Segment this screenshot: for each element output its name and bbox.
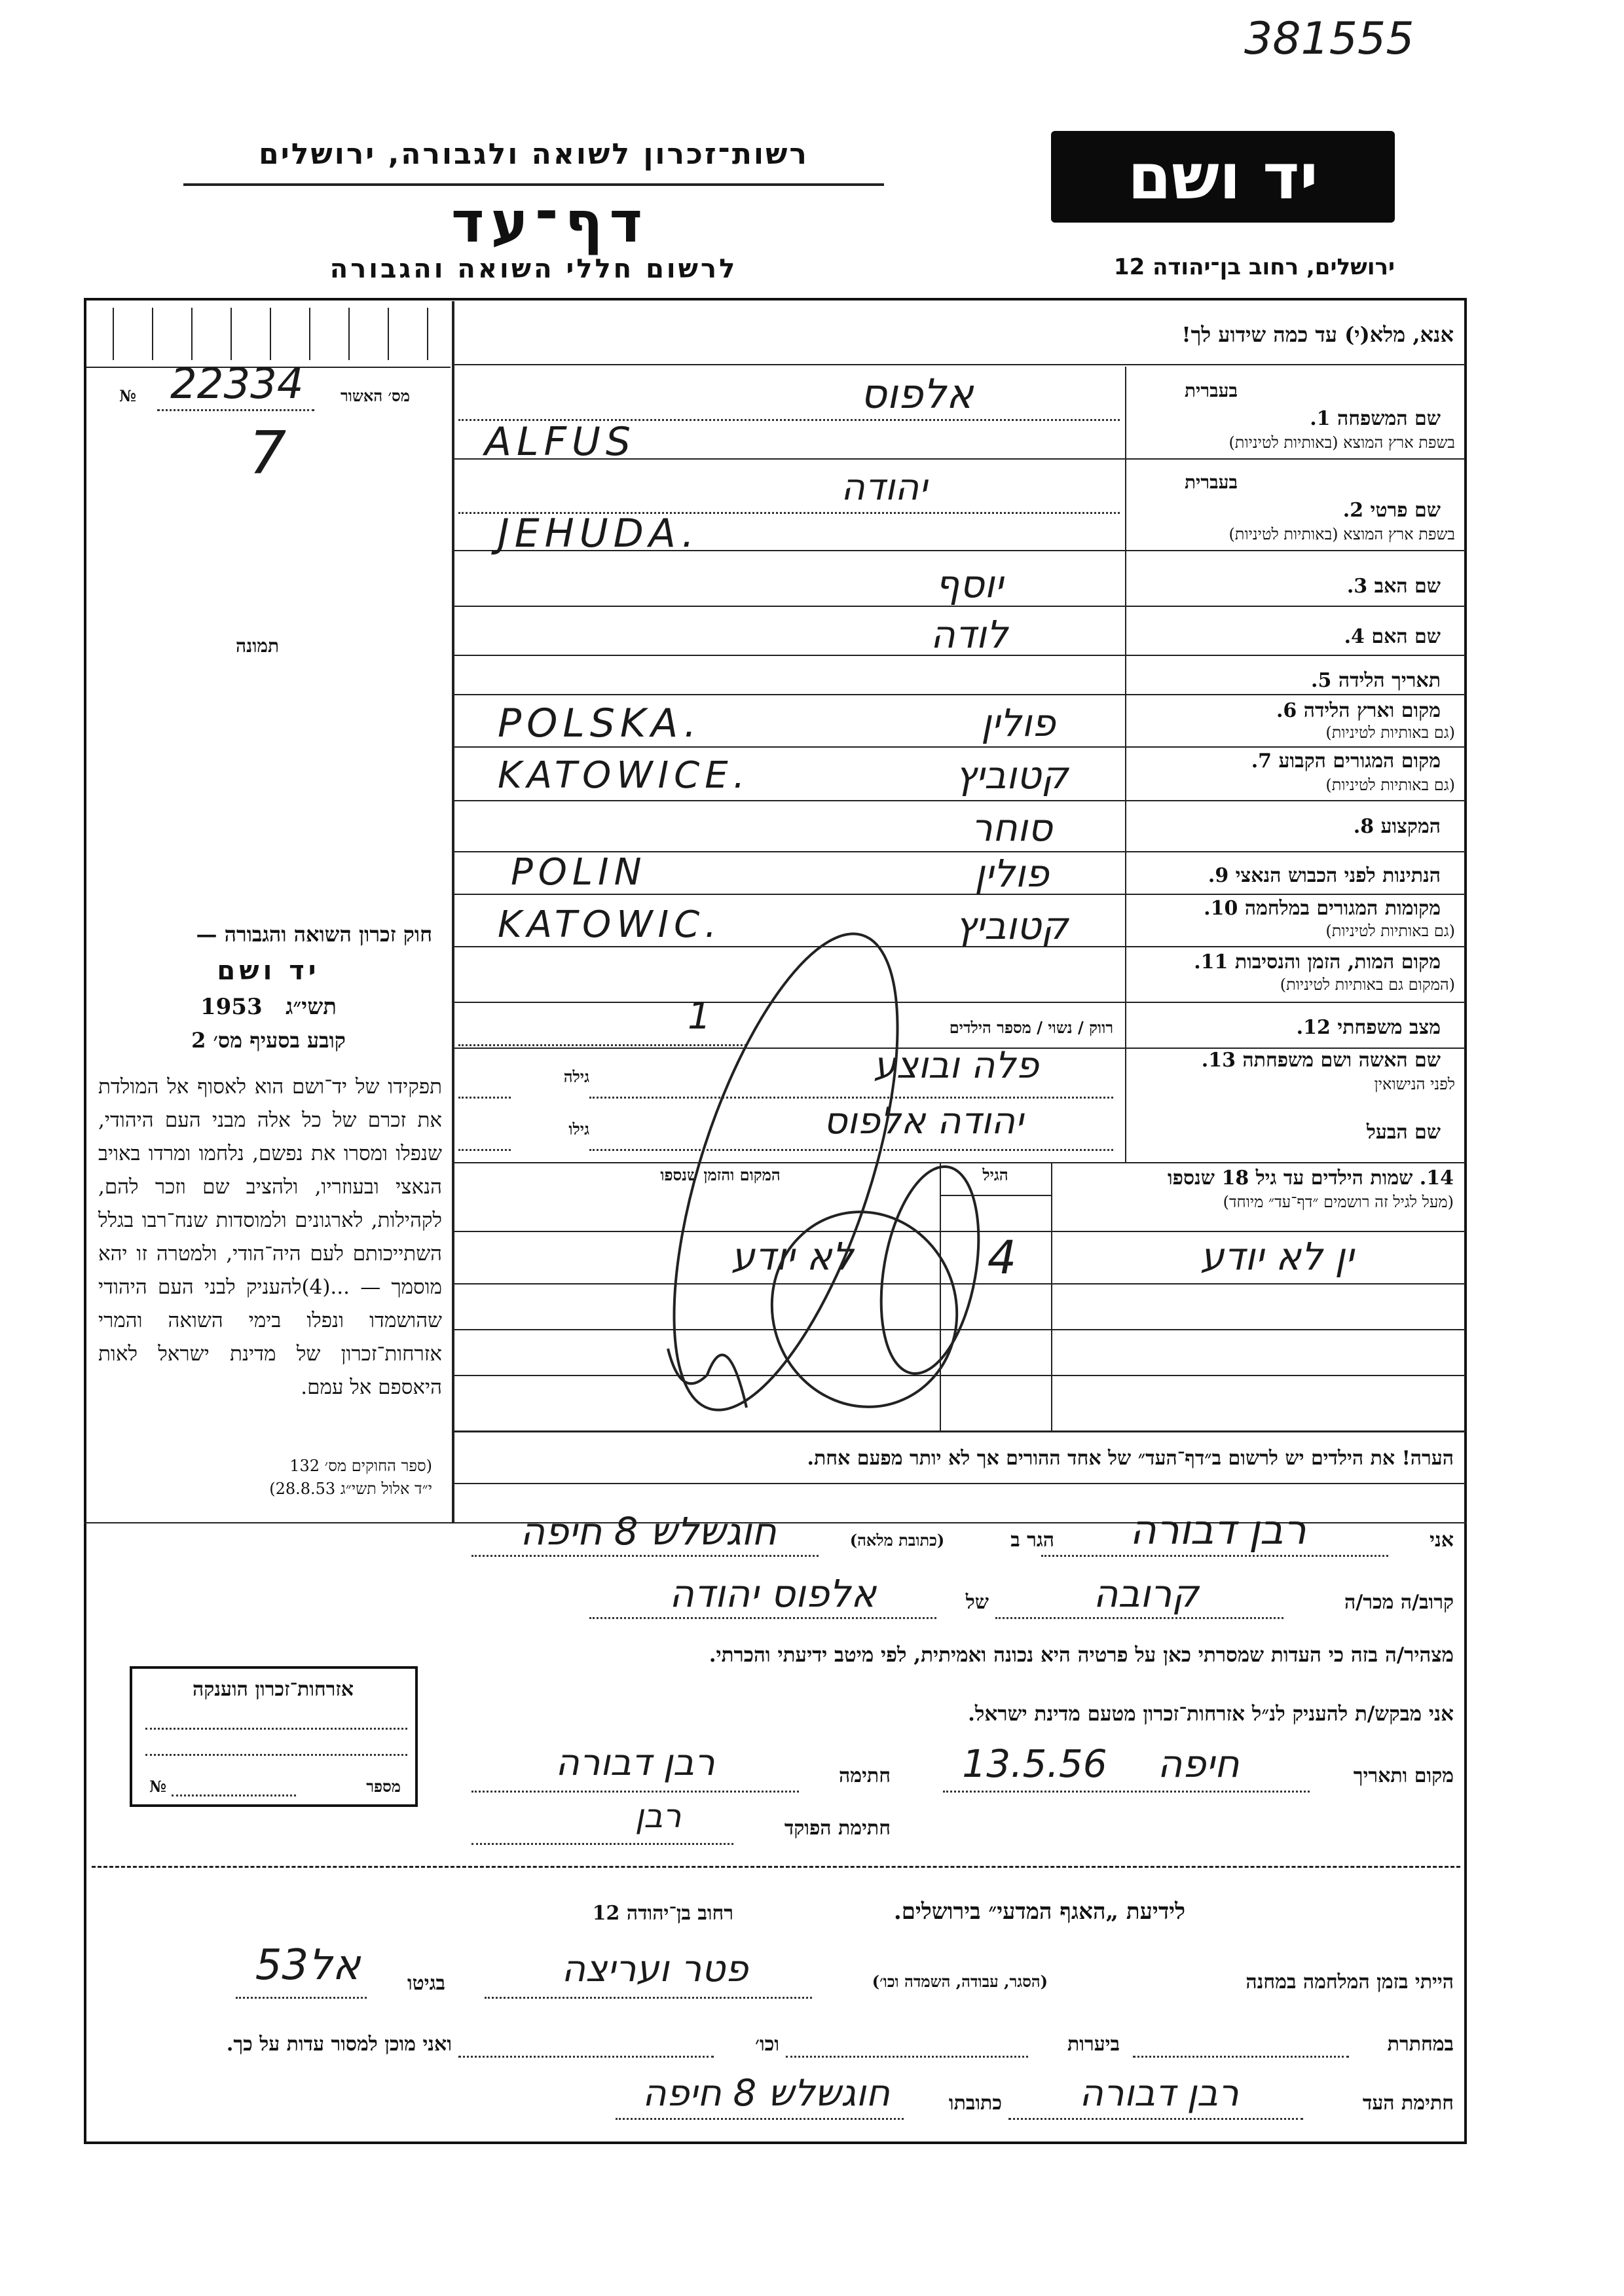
- declarant-address: חוגשלש 8 חיפה: [520, 1509, 777, 1554]
- field9-hebrew-value: פולין: [974, 851, 1049, 896]
- child1-age: 4: [987, 1231, 1017, 1285]
- field1-note: בשפת ארץ המוצא (באותיות לטיניות): [1228, 433, 1455, 452]
- law-source-1: (ספר החוקים מס׳ 132: [289, 1457, 432, 1475]
- field1-hebrew-value: אלפוס: [860, 370, 974, 418]
- field10-label: מקומות המגורים במלחמה 10.: [1204, 897, 1441, 920]
- intro-text: אנא, מלא(י) עד כמה שידוע לך!: [1181, 322, 1454, 347]
- approval-no-sign: №: [119, 386, 137, 405]
- field1-latin-value: ALFUS: [485, 419, 636, 465]
- sign-place: חיפה: [1157, 1741, 1240, 1786]
- field12-label: מצב משפחתי 12.: [1296, 1016, 1441, 1039]
- sign-date: 13.5.56: [962, 1741, 1107, 1786]
- approval-extra: 7: [249, 419, 287, 488]
- marital-options: רווק / נשוי / מספר הילדים: [949, 1018, 1113, 1037]
- law-year-line: [105, 994, 432, 1020]
- field8-value: סוחר: [970, 805, 1053, 850]
- law-text: תפקידו של יד־ושם הוא לאסוף אל המולדת את זכרם של כל אלה מבני העם היהודי, שנפלו ומסרו את נפשם, נלחמו ומרדו באויב הנאצי ובעוזריו, ולהציב שם וזכר להם, לקהילות, לארגונים ולמוסדות שנח־רבו בגלל השתייכותם לעם היה־הודי, ולמטרה זו יהא מוסמך — ...(4)להעניק לבני העם היהודי שהושמדו ונפלו בימי השואה והמרי אזרחות־זכרון של מדינת ישראל לאות היאספם אל עמם.: [98, 1075, 442, 1399]
- law-year: 1953: [200, 994, 263, 1020]
- approval-ticks: [86, 301, 451, 368]
- wife-name: פלה ובוצע: [873, 1044, 1039, 1087]
- field3-value: יוסף: [935, 562, 1003, 606]
- camp-label: הייתי בזמן המלחמה במחנה: [1246, 1971, 1454, 1994]
- law-name: יד ושם: [217, 956, 320, 986]
- field10-latin-value: KATOWIC.: [498, 903, 722, 946]
- children-label: 14. שמות הילדים עד גיל 18 שנספו: [1167, 1167, 1454, 1190]
- logo-text: יד ושם: [1128, 140, 1318, 213]
- field1-label: שם המשפחה 1.: [1310, 407, 1441, 430]
- photo-label: תמונה: [236, 635, 280, 657]
- resides-label: הגר ב: [1010, 1529, 1054, 1552]
- authority-name: רשות־זכרון לשואה ולגבורה, ירושלים: [259, 137, 809, 171]
- declarant-signature: רבן דבורה: [555, 1741, 715, 1784]
- field6-latin-value: POLSKA.: [498, 701, 702, 746]
- field11-label: מקום המות, הזמן והנסיבות 11.: [1194, 951, 1441, 974]
- archive-number: 381555: [1244, 13, 1414, 65]
- yad-vashem-logo: [1051, 131, 1395, 223]
- approval-label: מס׳ האשור: [341, 386, 410, 405]
- wife-age-label: גילה: [563, 1067, 589, 1086]
- witness-label: חתימת העד: [1362, 2092, 1454, 2115]
- field7-latin-value: KATOWICE.: [498, 754, 750, 797]
- field9-latin-value: POLIN: [511, 851, 647, 894]
- citizenship-no-sign: №: [149, 1777, 167, 1796]
- field1-hebrew-tag: בעברית: [1184, 380, 1238, 401]
- husband-label: שם הבעל: [1366, 1121, 1441, 1144]
- field2-hebrew-value: יהודה: [841, 466, 927, 509]
- declaration-text: מצהיר/ה בזה כי העדות שמסרתי כאן על פרטיה היא נכונה ואמיתית, לפי מיטב ידיעתי והכרתי.: [709, 1643, 1454, 1667]
- field6-label: מקום וארץ הלידה 6.: [1276, 699, 1441, 722]
- field7-label: מקום המגורים הקבוע 7.: [1251, 750, 1441, 773]
- field7-hebrew-value: קטוביץ: [955, 753, 1069, 797]
- citizenship-title: אזרחות־זכרון הוענקה: [192, 1678, 354, 1701]
- child1-name: ין לא יודע: [1200, 1234, 1354, 1279]
- ready-label: ואני מוכן למסור עדות על כך.: [226, 2033, 452, 2056]
- info-address: רחוב בן־יהודה 12: [592, 1902, 733, 1925]
- remark-text: את הילדים יש לרשום ב״דף־העד״ של אחד ההורים אך לא יותר מפעם אחת.: [807, 1447, 1395, 1470]
- field10-hebrew-value: קטוביץ: [955, 903, 1069, 948]
- page-subtitle: לרשום חללי השואה והגבורה: [329, 254, 738, 284]
- child1-place: לא יודע: [731, 1234, 854, 1279]
- place-date-label: מקום ותאריך: [1353, 1764, 1454, 1787]
- request-text: אני מבקש/ת להעניק לנ״ל אזרחות־זכרון מטעם מדינת ישראל.: [968, 1702, 1454, 1726]
- place-header: המקום והזמן שנספו: [660, 1165, 781, 1184]
- husband-name: יהודה אלפוס: [823, 1100, 1024, 1142]
- law-title: חוק זכרון השואה והגבורה —: [196, 922, 432, 947]
- law-source-2: י״ד אלול תשי״ג 28.8.53): [269, 1480, 432, 1498]
- relation-value: קרובה: [1093, 1571, 1199, 1616]
- field4-value: לודה: [930, 612, 1008, 657]
- field2-label: שם פרטי 2.: [1342, 499, 1441, 522]
- etc-label: וכו׳: [755, 2033, 779, 2056]
- ghetto-label: בגיטו: [407, 1972, 445, 1995]
- forests-label: ביערות: [1067, 2033, 1120, 2056]
- age-header: הגיל: [982, 1165, 1008, 1184]
- witness-address-label: כתובתו: [948, 2092, 1002, 2115]
- address-label: (כתובת מלאה): [849, 1531, 945, 1550]
- camp-types: (הסגר, עבודה, השמדה וכו׳): [872, 1972, 1048, 1991]
- declarant-i-label: אני: [1430, 1529, 1454, 1552]
- declarant-name: רבן דבורה: [1130, 1506, 1306, 1554]
- field2-latin-value: JEHUDA.: [498, 511, 700, 556]
- officer-label: חתימת הפוקד: [784, 1817, 891, 1840]
- husband-age-label: גילו: [568, 1120, 589, 1139]
- page-title: דף־עד: [451, 190, 650, 255]
- ghetto-value: 53אל: [255, 1941, 361, 1990]
- field10-note: (גם באותיות לטיניות): [1325, 922, 1455, 940]
- camp-value: פטר ועריצה: [561, 1948, 748, 1990]
- field4-label: שם האם 4.: [1344, 625, 1441, 648]
- field13-label: שם האשה ושם משפחתה 13.: [1201, 1049, 1441, 1072]
- field13-note: לפני הנישואין: [1374, 1075, 1455, 1093]
- marital-children: 1: [688, 995, 711, 1038]
- witness-address: חוגשלש 8 חיפה: [642, 2072, 890, 2115]
- children-note: (מעל לגיל זה רושמים ״דף־עד״ מיוחד): [1223, 1193, 1454, 1211]
- field7-note: (גם באותיות לטיניות): [1325, 776, 1455, 794]
- remark: [471, 1447, 1454, 1470]
- relation-label: קרוב/ה מכר/ה: [1344, 1591, 1454, 1614]
- field6-note: (גם באותיות לטיניות): [1325, 723, 1455, 742]
- field2-hebrew-tag: בעברית: [1184, 471, 1238, 493]
- remark-label: הערה!: [1401, 1447, 1454, 1470]
- citizenship-box: [130, 1666, 418, 1807]
- field9-label: הנתינות לפני הכבוש הנאצי 9.: [1208, 864, 1441, 887]
- field3-label: שם האב 3.: [1346, 575, 1441, 598]
- institute-address: ירושלים, רחוב בן־יהודה 12: [1113, 254, 1395, 280]
- law-section: קובע בסעיף מס׳ 2: [191, 1028, 346, 1053]
- field2-note: בשפת ארץ המוצא (באותיות לטיניות): [1228, 525, 1455, 543]
- signature-label: חתימה: [839, 1764, 891, 1787]
- field5-label: תאריך הלידה 5.: [1311, 669, 1441, 692]
- witness-name: רבן דבורה: [1079, 2072, 1239, 2115]
- of-name: אלפוס יהודה: [669, 1571, 877, 1616]
- approval-number: 22334: [170, 360, 304, 409]
- field11-note: (המקום גם באותיות לטיניות): [1280, 975, 1455, 994]
- law-year-he: תשי״ג: [286, 994, 337, 1020]
- citizenship-number-label: מספר: [366, 1777, 401, 1796]
- officer-signature: רבן: [635, 1797, 682, 1835]
- info-title: לידיעת „האגף המדעי״ בירושלים.: [893, 1899, 1185, 1925]
- underground-label: במחתרת: [1387, 2033, 1454, 2056]
- field8-label: המקצוע 8.: [1353, 815, 1441, 838]
- field6-hebrew-value: פולין: [981, 701, 1056, 745]
- scribble-mark: [589, 903, 1087, 1440]
- of-label: של: [965, 1591, 989, 1614]
